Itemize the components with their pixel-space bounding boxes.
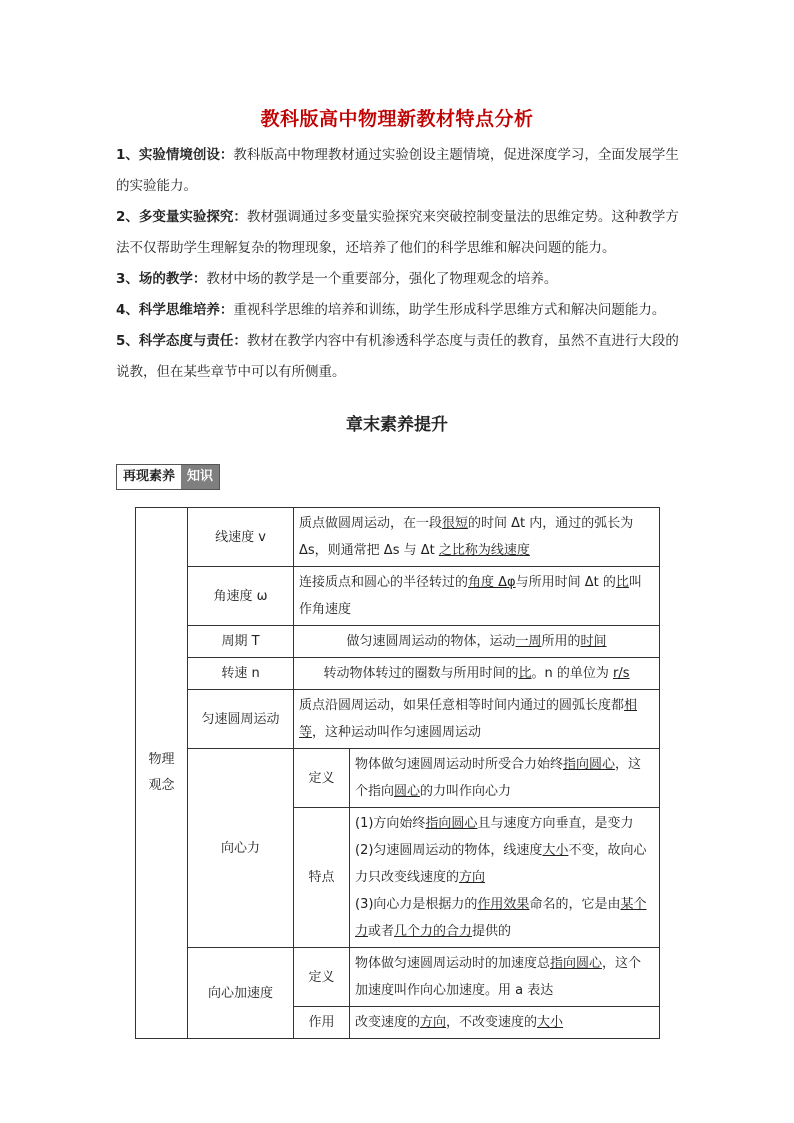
underlined-text: 方向 — [459, 870, 486, 885]
underlined-text: 角度 Δφ — [468, 575, 516, 590]
table-row — [136, 690, 660, 749]
intro-item-text: 教科版高中物理教材通过实验创设主题情境，促进深度学习，全面发展学生的实验能力。 — [116, 147, 679, 194]
cf-def-label: 定义 — [294, 749, 350, 808]
period-desc — [294, 626, 660, 658]
intro-item-1 — [116, 140, 682, 202]
cf-def-desc — [350, 749, 660, 808]
text: (3)向心力是根据力的 — [355, 897, 478, 912]
text: 物体做匀速圆周运动时所受合力始终 — [355, 757, 564, 772]
ca-use-label: 作用 — [294, 1007, 350, 1039]
table-row — [136, 658, 660, 690]
underlined-text: 比 — [615, 575, 629, 590]
group-label — [136, 508, 188, 1039]
centripetal-acc-label: 向心加速度 — [188, 948, 294, 1039]
uniform-motion-desc — [294, 690, 660, 749]
knowledge-table — [135, 507, 660, 1039]
text: 且与速度方向垂直，是变力 — [477, 816, 634, 831]
text: (2)匀速圆周运动的物体，线速度 — [355, 843, 543, 858]
feature-3 — [355, 891, 654, 945]
intro-item-text: 重视科学思维的培养和训练，助学生形成科学思维方式和解决问题能力。 — [233, 302, 666, 318]
underlined-text: 相等 — [299, 698, 638, 740]
text: 或者 — [368, 924, 395, 939]
text: 提供的 — [472, 924, 512, 939]
text: 物体做匀速圆周运动时的加速度总 — [355, 956, 551, 971]
rpm-desc — [294, 658, 660, 690]
table-row — [136, 626, 660, 658]
underlined-text: 指向圆心 — [550, 956, 603, 971]
text: 的时间 Δt 内，通过的弧长为 Δs，则通常把 Δs 与 Δt — [299, 516, 634, 558]
text: (1)方向始终 — [355, 816, 426, 831]
intro-item-text: 教材在教学内容中有机渗透科学态度与责任的教育，虽然不直进行大段的说教，但在某些章节中可以有所侧重。 — [116, 333, 679, 380]
ca-def-label: 定义 — [294, 948, 350, 1007]
group-label-text: 物理观念 — [148, 752, 175, 793]
intro-item-lead: 2、多变量实验探究： — [116, 209, 247, 225]
feature-1 — [355, 810, 654, 837]
underlined-text: 时间 — [580, 634, 607, 649]
underlined-text: 很短 — [442, 516, 469, 531]
section-tag-right: 知识 — [181, 465, 219, 489]
intro-item-2 — [116, 202, 682, 264]
text: 改变速度的 — [355, 1015, 421, 1030]
rpm-label: 转速 n — [188, 658, 294, 690]
linear-speed-desc — [294, 508, 660, 567]
text: 做匀速圆周运动的物体，运动 — [346, 634, 516, 649]
underlined-text: 大小 — [537, 1015, 564, 1030]
text: ，这个加速度叫作向心加速度。用 a 表达 — [355, 956, 642, 998]
underlined-text: 指向圆心 — [425, 816, 478, 831]
text: 所用的 — [541, 634, 581, 649]
underlined-text: 一周 — [515, 634, 542, 649]
table-row — [136, 948, 660, 1007]
table-row — [136, 749, 660, 808]
text: ，这种运动叫作匀速圆周运动 — [312, 725, 482, 740]
intro-item-5 — [116, 326, 682, 388]
text: 转动物体转过的圈数与所用时间的 — [323, 666, 519, 681]
ca-def-desc — [350, 948, 660, 1007]
text: 与所用时间 Δt 的 — [515, 575, 616, 590]
intro-item-4 — [116, 295, 682, 326]
underlined-text: 方向 — [420, 1015, 447, 1030]
underlined-text: 作用效果 — [477, 897, 530, 912]
text: 。n 的单位为 — [531, 666, 614, 681]
underlined-text: 圆心 — [394, 784, 421, 799]
table-row — [136, 508, 660, 567]
angular-speed-desc — [294, 567, 660, 626]
linear-speed-label: 线速度 v — [188, 508, 294, 567]
intro-item-text: 教材中场的教学是一个重要部分，强化了物理观念的培养。 — [206, 271, 558, 287]
ca-use-desc — [350, 1007, 660, 1039]
table-row — [136, 567, 660, 626]
intro-item-lead: 3、场的教学： — [116, 271, 207, 287]
feature-2 — [355, 837, 654, 891]
text: 不变，故向心力只改变线速度的 — [355, 843, 647, 885]
underlined-text: 某个力 — [355, 897, 647, 939]
text: 质点做圆周运动，在一段 — [299, 516, 443, 531]
intro-item-lead: 1、实验情境创设： — [116, 147, 234, 163]
text: 命名的，它是由 — [529, 897, 621, 912]
angular-speed-label: 角速度 ω — [188, 567, 294, 626]
text: ，这个指向 — [355, 757, 642, 799]
period-label: 周期 T — [188, 626, 294, 658]
section-heading: 章末素养提升 — [346, 415, 448, 435]
underlined-text: 比 — [518, 666, 532, 681]
section-tag-left: 再现素养 — [117, 465, 181, 489]
underlined-text: 几个力的合力 — [394, 924, 473, 939]
intro-item-3 — [116, 264, 682, 295]
intro-item-lead: 4、科学思维培养： — [116, 302, 234, 318]
text: 叫作角速度 — [299, 575, 642, 617]
cf-feat-desc — [350, 808, 660, 948]
text: ，不改变速度的 — [446, 1015, 538, 1030]
underlined-text: 大小 — [542, 843, 569, 858]
text: 质点沿圆周运动，如果任意相等时间内通过的圆弧长度都 — [299, 698, 625, 713]
underlined-text: r/s — [613, 666, 630, 681]
centripetal-force-label: 向心力 — [188, 749, 294, 948]
underlined-text: 之比称为线速度 — [438, 543, 530, 558]
text: 连接质点和圆心的半径转过的 — [299, 575, 469, 590]
underlined-text: 指向圆心 — [563, 757, 616, 772]
page-title: 教科版高中物理新教材特点分析 — [260, 108, 534, 130]
text: 的力叫作向心力 — [420, 784, 512, 799]
section-tag — [116, 464, 220, 490]
intro-item-lead: 5、科学态度与责任： — [116, 333, 247, 349]
intro-item-text: 教材强调通过多变量实验探究来突破控制变量法的思维定势。这种教学方法不仅帮助学生理解复杂的物理现象，还培养了他们的科学思维和解决问题的能力。 — [116, 209, 679, 256]
uniform-motion-label: 匀速圆周运动 — [188, 690, 294, 749]
cf-feat-label: 特点 — [294, 808, 350, 948]
